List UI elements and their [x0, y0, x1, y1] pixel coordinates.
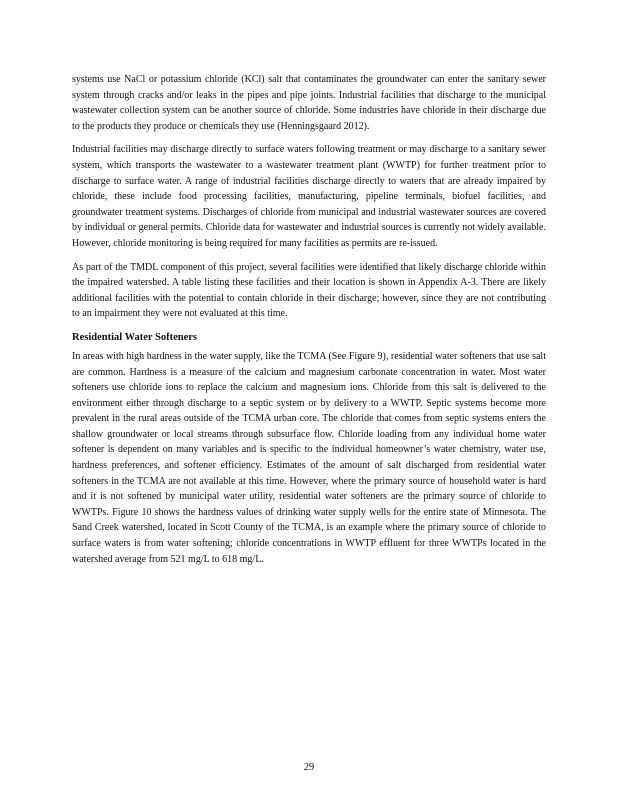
paragraph-tmdl-facilities: As part of the TMDL component of this project, several facilities were identified that likely discharge chloride within the impaired watershed. A table listing these facilities and their location is shown in Appendix A-3. There are likely additional facilities with the potential to contain chloride in their discharge; however, since they are not contributing to an impairment they were not evaluated at this time. — [72, 261, 546, 320]
page-body — [72, 72, 546, 575]
paragraph-water-softeners: In areas with high hardness in the water supply, like the TCMA (See Figure 9), residential water softeners that use salt are common. Hardness is a measure of the calcium and magnesium carbonate concentration in water. Most water softeners use chloride ions to replace the calcium and magnesium ions. Chloride from this salt is delivered to the environment either through discharge to a septic system or by delivery to a WWTP. Septic systems become more prevalent in the rural areas outside of the TCMA urban core. The chloride that comes from septic systems enters the shallow groundwater or local streams through subsurface flow. Chloride loading from any individual home water softener is dependent on many variables and is specific to the individual homeowner’s water chemistry, water use, hardness preferences, and softener efficiency. Estimates of the amount of salt discharged from residential water softeners in the TCMA are not available at this time. However, where the primary source of household water is hard and it is not softened by municipal water utility, residential water softeners are the primary source of chloride to WWTPs. Figure 10 shows the hardness values of drinking water supply wells for the entire state of Minnesota. The Sand Creek watershed, located in Scott County of the TCMA, is an example where the primary source of chloride to surface waters is from water softening; chloride concentrations in WWTP effluent for three WWTPs located in the watershed average from 521 mg/L to 618 mg/L. — [72, 350, 546, 565]
page-number: 29 — [303, 762, 315, 773]
paragraph-salt-groundwater: systems use NaCl or potassium chloride (KCl) salt that contaminates the groundwater can enter the sanitary sewer system through cracks and/or leaks in the pipes and pipe joints. Industrial facilities that discharge to the municipal wastewater collection system can be another source of chloride. Some industries have chloride in their discharge due to the products they produce or chemicals they use (Henningsgaard 2012). — [72, 74, 546, 132]
paragraph-industrial-facilities: Industrial facilities may discharge directly to surface waters following treatment or may discharge to a sanitary sewer system, which transports the wastewater to a wastewater treatment plant (WWTP) for further treatment prior to discharge to surface water. A range of industrial facilities discharge directly to waters that are already impaired by chloride, these include food processing facilities, manufacturing, pipeline terminals, biofuel facilities, and groundwater treatment systems. Discharges of chloride from municipal and industrial wastewater sources are covered by individual or general permits. Chloride data for wastewater and industrial sources is currently not widely available. However, chloride monitoring is being required for many facilities as permits are re-issued. — [72, 144, 546, 249]
section-heading: Residential Water Softeners — [72, 331, 198, 343]
